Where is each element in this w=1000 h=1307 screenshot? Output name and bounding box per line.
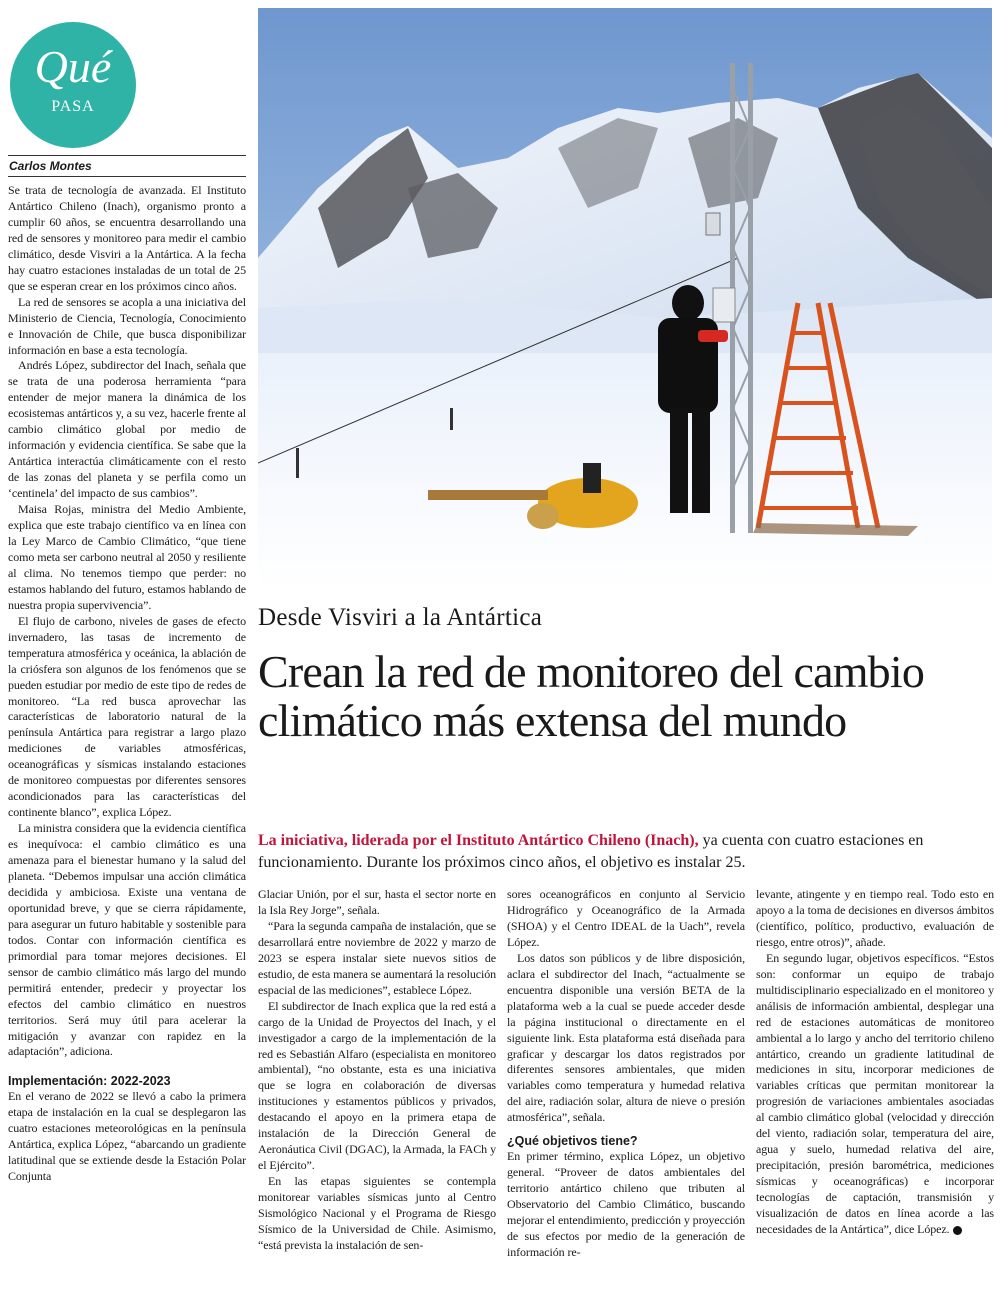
deck-lead: La iniciativa, liderada por el Instituto Antártico Chileno (Inach), xyxy=(258,832,699,849)
paragraph: Glaciar Unión, por el sur, hasta el sector norte en la Isla Rey Jorge”, señala. xyxy=(258,887,496,917)
deck-rest: ya cuenta con cuatro estaciones en funcionamiento. Durante los próximos cinco años, el objetivo es instalar 25. xyxy=(258,832,924,871)
section-subhead: ¿Qué objetivos tiene? xyxy=(507,1134,638,1149)
paragraph-text: En segundo lugar, objetivos específicos. “Estos son: conformar un equipo de trabajo multidisciplinario especializado en el monitoreo y análisis de información ambiental, desplegar una red de estaciones automáticas de monitoreo ambiental a lo largo y ancho del territorio chileno antártico, creando un gradiente latitudinal de mediciones in situ, incorporar mediciones de variables críticas que permitan monitorear la progresión de variaciones ambientales asociadas al cambio climático global (velocidad y dirección del viento, radiación solar, temperatura del aire, agua y suelo, humedad relativa del aire, precipitación, presión barométrica, mediciones sísmicas y oceanográficas) e incorporar tecnologías de captación, transmisión y visualización de datos en línea acorde a las necesidades de la Antártica”, dice López. xyxy=(756,950,994,1237)
paragraph: sores oceanográficos en conjunto al Servicio Hidrográfico y Oceanográfico de la Armada (SHOA) y el Centro IDEAL de la Uach”, revela López. xyxy=(507,887,745,949)
headline: Crean la red de monitoreo del cambio climático más extensa del mundo xyxy=(258,646,925,746)
kicker: Desde Visviri a la Antártica xyxy=(258,604,543,631)
paragraph: El subdirector de Inach explica que la red está a cargo de la Unidad de Proyectos del Inach, y el investigador a cargo de la implementación de la red es Sebastián Alfaro (especialista en monitoreo ambiental), “no obstante, esta es una iniciativa que se logra en colaboración de diversas instituciones y estamentos públicos y privados, destacando el apoyo en la primera etapa de instalación de la Dirección General de Aeronáutica Civil (DGAC), la Armada, la FACh y el Ejército”. xyxy=(258,998,496,1173)
article-column-2 xyxy=(258,887,496,1254)
paragraph: La red de sensores se acopla a una iniciativa del Ministerio de Ciencia, Tecnología, Conocimiento e Innovación de Chile, que busca disponibilizar información en base a esta tecnología. xyxy=(8,294,246,357)
paragraph: En el verano de 2022 se llevó a cabo la primera etapa de instalación en la cual se desplegaron las cuatro estaciones meteorológicas en la península Antártica, explica López, “abarcando un gradiente latitudinal que se extiende desde la Estación Polar Conjunta xyxy=(8,1089,246,1184)
que-pasa-logo xyxy=(10,22,136,148)
paragraph: En las etapas siguientes se contempla monitorear variables sísmicas junto al Centro Sismológico Nacional y el Programa de Riesgo Sísmico de la Universidad de Chile. Asimismo, “está prevista la instalación de sen- xyxy=(258,1174,496,1252)
paragraph: El flujo de carbono, niveles de gases de efecto invernadero, las tasas de incremento de temperatura atmosférica y oceánica, la ablación de la criósfera son algunos de los fenómenos que se pueden estudiar por medio de este tipo de redes de monitoreo. “La red busca aprovechar las características de laboratorio natural de la península Antártica para registrar a largo plazo mediciones de variables atmosféricas, oceanográficas y sísmicas instalando estaciones de monitoreo compuestas por diferentes sensores acondicionados para las características del continente blanco”, explica López. xyxy=(8,613,246,820)
logo-main-text: Qué xyxy=(34,41,112,92)
paragraph: Se trata de tecnología de avanzada. El Instituto Antártico Chileno (Inach), organismo pronto a cumplir 60 años, se encuentra desarrollando una red de sensores y monitoreo para medir el cambio climático, desde Visviri a la Antártica. A la fecha hay cuatro estaciones instaladas de un total de 25 que se esperan crear en los próximos cinco años. xyxy=(8,183,246,293)
article-column-3 xyxy=(507,887,745,1261)
section-subhead: Implementación: 2022-2023 xyxy=(8,1074,171,1089)
paragraph: Los datos son públicos y de libre disposición, aclara el subdirector del Inach, “actualmente se encuentra disponible una versión BETA de la plataforma web a la cual se puede acceder desde la página institucional o directamente en el siguiente link. Esta plataforma está diseñada para graficar y descargar los datos registrados por diferentes sensores ambientales, que miden variables como temperatura y humedad relativa del aire, radiación solar, altura de nieve o presión atmosférica”, señala. xyxy=(507,950,745,1125)
article-column-1 xyxy=(8,155,246,1185)
paragraph: “Para la segunda campaña de instalación, que se desarrollará entre noviembre de 2022 y marzo de 2023 se espera instalar siete nuevos sitios de estudio, de esta manera se aumentará la resolución espacial de las mediciones”, establece López. xyxy=(258,918,496,997)
paragraph: Maisa Rojas, ministra del Medio Ambiente, explica que este trabajo científico va en línea con la Ley Marco de Cambio Climático, “que tiene como meta ser carbono neutral al 2050 y resiliente al clima. No tenemos tiempo que perder: no estamos hablando del futuro, estamos hablando de nuestra propia supervivencia”. xyxy=(8,502,246,612)
end-mark-icon xyxy=(953,1226,962,1235)
author-byline: Carlos Montes xyxy=(8,155,246,177)
deck xyxy=(258,830,988,874)
paragraph: levante, atingente y en tiempo real. Todo esto en apoyo a la toma de decisiones en diversos ámbitos (científico, político, productivo, evaluación de riesgo, entre otros)”, añade. xyxy=(756,887,994,949)
photo-illustration xyxy=(258,8,992,590)
article-column-4 xyxy=(756,887,994,1238)
paragraph: La ministra considera que la evidencia científica es inequívoca: el cambio climático es una amenaza para el bienestar humano y la salud del planeta. “Debemos impulsar una acción climática decidida y ambiciosa. Existe una ventana de oportunidad breve, y que se cierra rápidamente, para asegurar un futuro habitable y sostenible para todos. Contar con información científica es primordial para tomar mejores decisiones. El sensor de cambio climático más largo del mundo permitirá entender, predecir y proyectar los efectos del cambio climático en nuestros territorios. Será muy útil para acelerar la mitigación y avanzar con rapidez en la adaptación”, adiciona. xyxy=(8,821,246,1059)
paragraph: En primer término, explica López, un objetivo general. “Proveer de datos ambientales del territorio antártico chileno que tributen al Observatorio del Cambio Climático, buscando mejorar el entendimiento, predicción y proyección de sus efectos por medio de la generación de información re- xyxy=(507,1149,745,1260)
paragraph: Andrés López, subdirector del Inach, señala que se trata de una poderosa herramienta “para entender de mejor manera la dinámica de los ecosistemas antárticos y, a su vez, hacerle frente al cambio climático global por medio de información y evidencia científica. Se sabe que la Antártica interactúa climáticamente con el resto de las zonas del planeta y se perfila como un ‘centinela’ del impacto de sus cambios”. xyxy=(8,358,246,501)
antarctic-station-photo xyxy=(258,8,992,590)
paragraph xyxy=(756,951,994,1238)
logo-sub-text: PASA xyxy=(51,98,95,115)
